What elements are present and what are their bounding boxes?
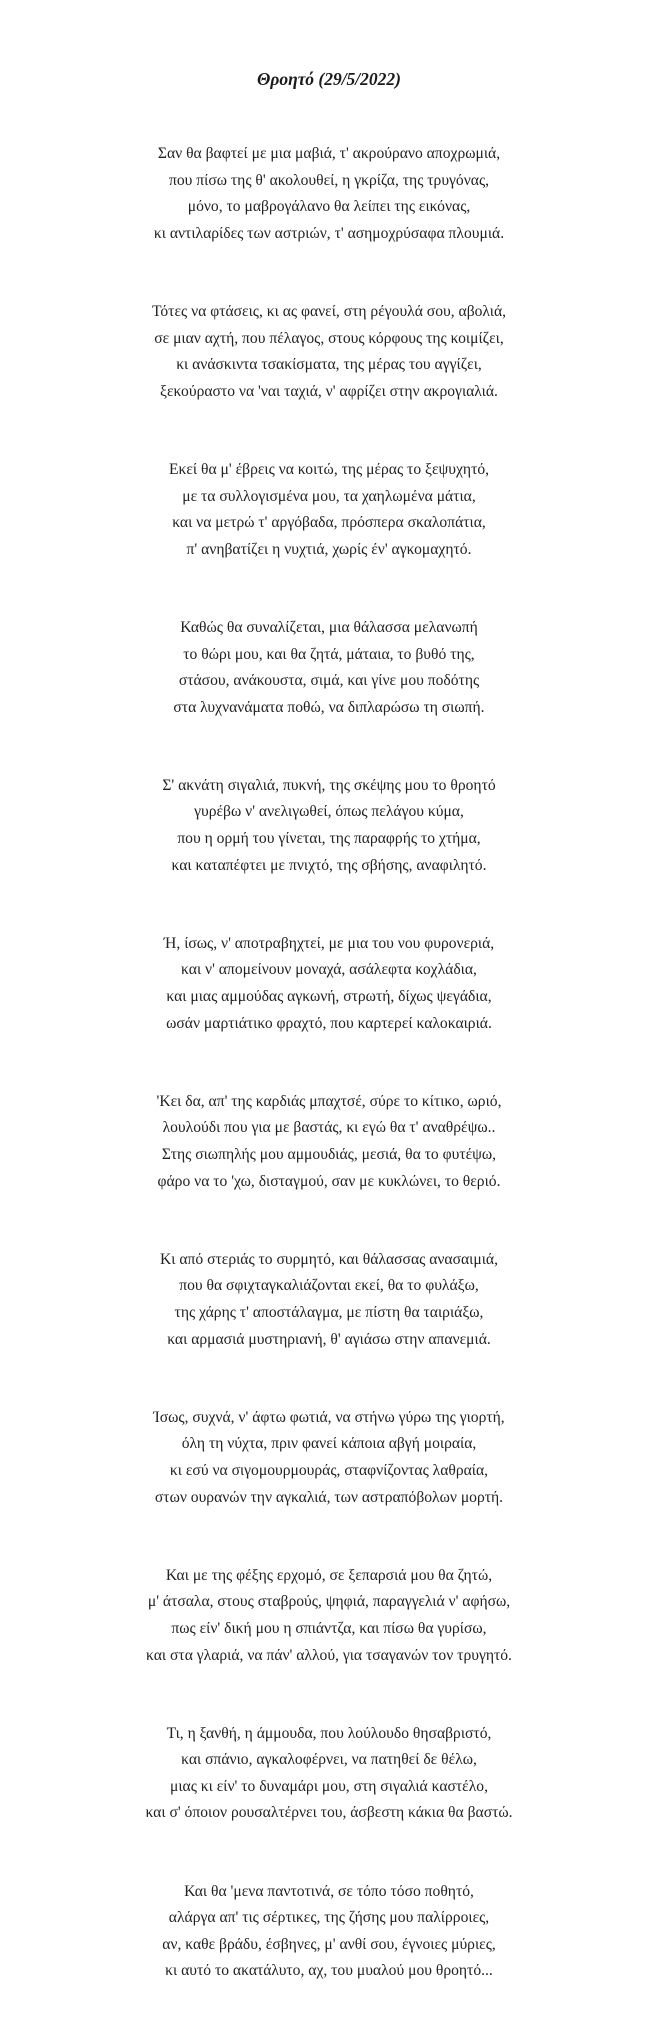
poem-line: Τι, η ξανθή, η άμμουδα, που λούλουδο θησαβριστό, <box>166 1724 492 1742</box>
poem-line: κι ανάσκιντα τσακίσματα, της μέρας του αγγίζει, <box>176 356 482 374</box>
poem-line: που θα σφιχταγκαλιάζονται εκεί, θα το φυλάξω, <box>179 1277 479 1295</box>
poem-line: στάσου, ανάκουστα, σιμά, και γίνε μου ποδότης <box>178 672 480 690</box>
poem-line: και ν' απομείνουν μοναχά, ασάλεφτα κοχλάδια, <box>181 961 477 979</box>
stanza <box>0 931 658 1037</box>
poem-line: 'Κει δα, απ' της καρδιάς μπαχτσέ, σύρε το κίτικο, ωριό, <box>156 1092 502 1110</box>
poem-line: φάρο να το 'χω, δισταγμού, σαν με κυκλώνει, το θεριό. <box>157 1172 501 1190</box>
poem-line: όλη τη νύχτα, πριν φανεί κάποια αβγή μοιραία, <box>181 1435 477 1453</box>
poem-line: Και με της φέξης ερχομό, σε ξεπαρσιά μου θα ζητώ, <box>165 1566 493 1584</box>
poem-body <box>0 141 658 2037</box>
poem-line: Στης σιωπηλής μου αμμουδιάς, μεσιά, θα το φυτέψω, <box>161 1146 497 1163</box>
poem-line: και καταπέφτει με πνιχτό, της σβήσης, αναφιλητό. <box>171 856 487 874</box>
stanza <box>0 1563 658 1669</box>
stanza <box>0 615 658 721</box>
poem-line: αν, καθε βράδυ, έσβηνες, μ' ανθί σου, έγνοιες μύριες, <box>162 1935 496 1953</box>
poem-line: και να μετρώ τ' αργόβαδα, πρόσπερα σκαλοπάτια, <box>172 514 486 532</box>
poem-line: που η ορμή του γίνεται, της παραφρής το χτήμα, <box>177 830 481 848</box>
poem-line: κι εσύ να σιγομουρμουράς, σταφνίζοντας λαθραία, <box>169 1461 489 1479</box>
stanza <box>0 1405 658 1511</box>
poem-line: που πίσω της θ' ακολουθεί, η γκρίζα, της τρυγόνας, <box>168 171 490 189</box>
stanza <box>0 141 658 247</box>
poem-line: και σ' όποιον ρουσαλτέρνει του, άσβεστη κάκια θα βαστώ. <box>145 1804 513 1822</box>
poem-line: Ή, ίσως, ν' αποτραβηχτεί, με μια του νου φυρονεριά, <box>163 934 495 952</box>
poem-line: πως είν' δική μου η σπιάντζα, και πίσω θα γυρίσω, <box>171 1619 487 1637</box>
poem-line: σε μιαν αχτή, που πέλαγος, στους κόρφους της κοιμίζει, <box>154 329 504 347</box>
stanza <box>0 1089 658 1195</box>
stanza <box>0 1721 658 1827</box>
stanza <box>0 457 658 563</box>
stanza <box>0 773 658 879</box>
poem-line: της χάρης τ' αποστάλαγμα, με πίστη θα ταιριάξω, <box>174 1303 484 1321</box>
poem-line: λουλούδι που για με βαστάς, κι εγώ θα τ' αναθρέψω.. <box>162 1119 496 1137</box>
poem-line: το θώρι μου, και θα ζητά, μάταια, το βυθό της, <box>183 645 475 663</box>
poem-line: Εκεί θα μ' έβρεις να κοιτώ, της μέρας το ξεψυχητό, <box>168 460 490 478</box>
poem-line: μόνο, το μαβρογάλανο θα λείπει της εικόνας, <box>187 198 471 216</box>
poem-line: Σαν θα βαφτεί με μια μαβιά, τ' ακρούρανο αποχρωμιά, <box>157 145 501 162</box>
poem-line: κι αντιλαρίδες των αστριών, τ' ασημοχρύσαφα πλουμιά. <box>153 224 505 242</box>
stanza <box>0 299 658 405</box>
poem-line: Σ' ακνάτη σιγαλιά, πυκνή, της σκέψης μου το θροητό <box>162 776 496 794</box>
stanza <box>0 1879 658 1985</box>
poem-line: μ' άτσαλα, στους σταβρούς, ψηφιά, παραγγελιά ν' αφήσω, <box>147 1593 511 1611</box>
poem-line: και στα γλαριά, να πάν' αλλού, για τσαγανών τον τρυγητό. <box>146 1646 512 1664</box>
poem-line: γυρέβω ν' ανελιγωθεί, όπως πελάγου κύμα, <box>194 803 464 821</box>
stanza <box>0 1247 658 1353</box>
poem-line: αλάργα απ' τις σέρτικες, της ζήσης μου παλίρροιες, <box>168 1909 490 1927</box>
poem-line: π' ανηβατίζει η νυχτιά, χωρίς έν' αγκομαχητό. <box>186 540 472 558</box>
poem-line: στα λυχνανάματα ποθώ, να διπλαρώσω τη σιωπή. <box>173 698 485 716</box>
poem-line: κι αυτό το ακατάλυτο, αχ, του μυαλού μου θροητό... <box>165 1962 493 1980</box>
poem-line: και μιας αμμούδας αγκωνή, στρωτή, δίχως ψεγάδια, <box>166 988 492 1006</box>
poem-line: και σπάνιο, αγκαλοφέρνει, να πατηθεί δε θέλω, <box>181 1751 477 1769</box>
poem-line: Τότες να φτάσεις, κι ας φανεί, στη ρέγουλά σου, αβολιά, <box>151 302 507 320</box>
poem-line: Κι από στεριάς το συρμητό, και θάλασσας ανασαιμιά, <box>160 1250 498 1268</box>
poem-line: Ίσως, συχνά, ν' άφτω φωτιά, να στήνω γύρω της γιορτή, <box>153 1408 505 1426</box>
poem-line: ωσάν μαρτιάτικο φραχτό, που καρτερεί καλοκαιριά. <box>166 1014 492 1032</box>
poem-title: Θροητό (29/5/2022) <box>257 69 401 89</box>
poem-line: Και θα 'μενα παντοτινά, σε τόπο τόσο ποθητό, <box>184 1882 474 1900</box>
poem-line: μιας κι είν' το δυναμάρι μου, στη σιγαλιά καστέλο, <box>170 1777 488 1795</box>
poem-line: ξεκούραστο να 'ναι ταχιά, ν' αφρίζει στην ακρογιαλιά. <box>160 382 498 400</box>
poem-line: και αρμασιά μυστηριανή, θ' αγιάσω στην απανεμιά. <box>167 1330 491 1348</box>
poem-line: στων ουρανών την αγκαλιά, των αστραπόβολων μορτή. <box>154 1488 504 1506</box>
poem-line: Καθώς θα συναλίζεται, μια θάλασσα μελανωπή <box>180 618 478 636</box>
poem-line: με τα συλλογισμένα μου, τα χαηλωμένα μάτια, <box>182 487 476 505</box>
